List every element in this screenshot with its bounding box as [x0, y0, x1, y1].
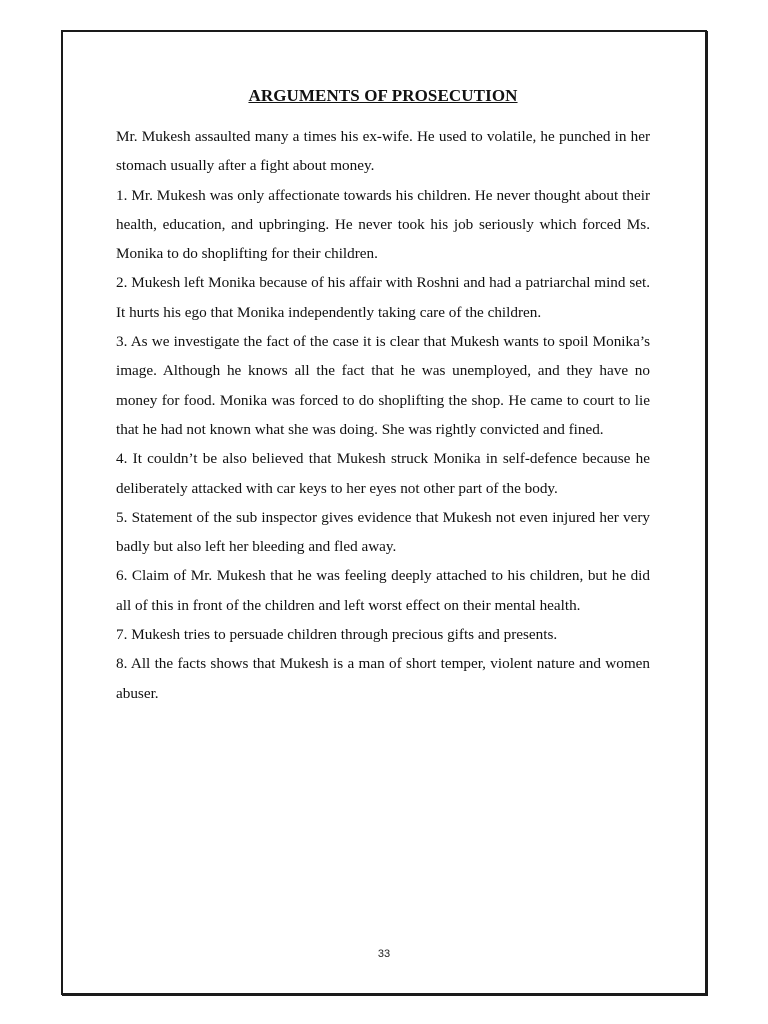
argument-2: 2. Mukesh left Monika because of his affair with Roshni and had a patriarchal mind set. It hurts his ego that Monika independently taking care of the children. [116, 274, 650, 321]
argument-7: 7. Mukesh tries to persuade children through precious gifts and presents. [116, 626, 558, 644]
page-number: 33 [377, 948, 391, 960]
intro-paragraph: Mr. Mukesh assaulted many a times his ex-wife. He used to volatile, he punched in her stomach usually after a fight about money. [116, 128, 650, 175]
argument-6: 6. Claim of Mr. Mukesh that he was feeling deeply attached to his children, but he did all of this in front of the children and left worst effect on their mental health. [116, 567, 650, 614]
argument-8: 8. All the facts shows that Mukesh is a man of short temper, violent nature and women abuser. [116, 655, 650, 702]
document-body [116, 86, 650, 708]
argument-1: 1. Mr. Mukesh was only affectionate towards his children. He never thought about their health, education, and upbringing. He never took his job seriously which forced Ms. Monika to do shoplifting for their children. [116, 186, 650, 263]
argument-4: 4. It couldn’t be also believed that Mukesh struck Monika in self-defence because he deliberately attacked with car keys to her eyes not other part of the body. [116, 450, 650, 497]
argument-3: 3. As we investigate the fact of the case it is clear that Mukesh wants to spoil Monika’s image. Although he knows all the fact that he was unemployed, and they have no money for food. Monika was forced to do shoplifting the shop. He came to court to lie that he had not known what she was doing. She was rightly convicted and fined. [116, 333, 650, 438]
page-title: ARGUMENTS OF PROSECUTION [248, 86, 518, 105]
argument-5: 5. Statement of the sub inspector gives evidence that Mukesh not even injured her very badly but also left her bleeding and fled away. [116, 508, 650, 556]
